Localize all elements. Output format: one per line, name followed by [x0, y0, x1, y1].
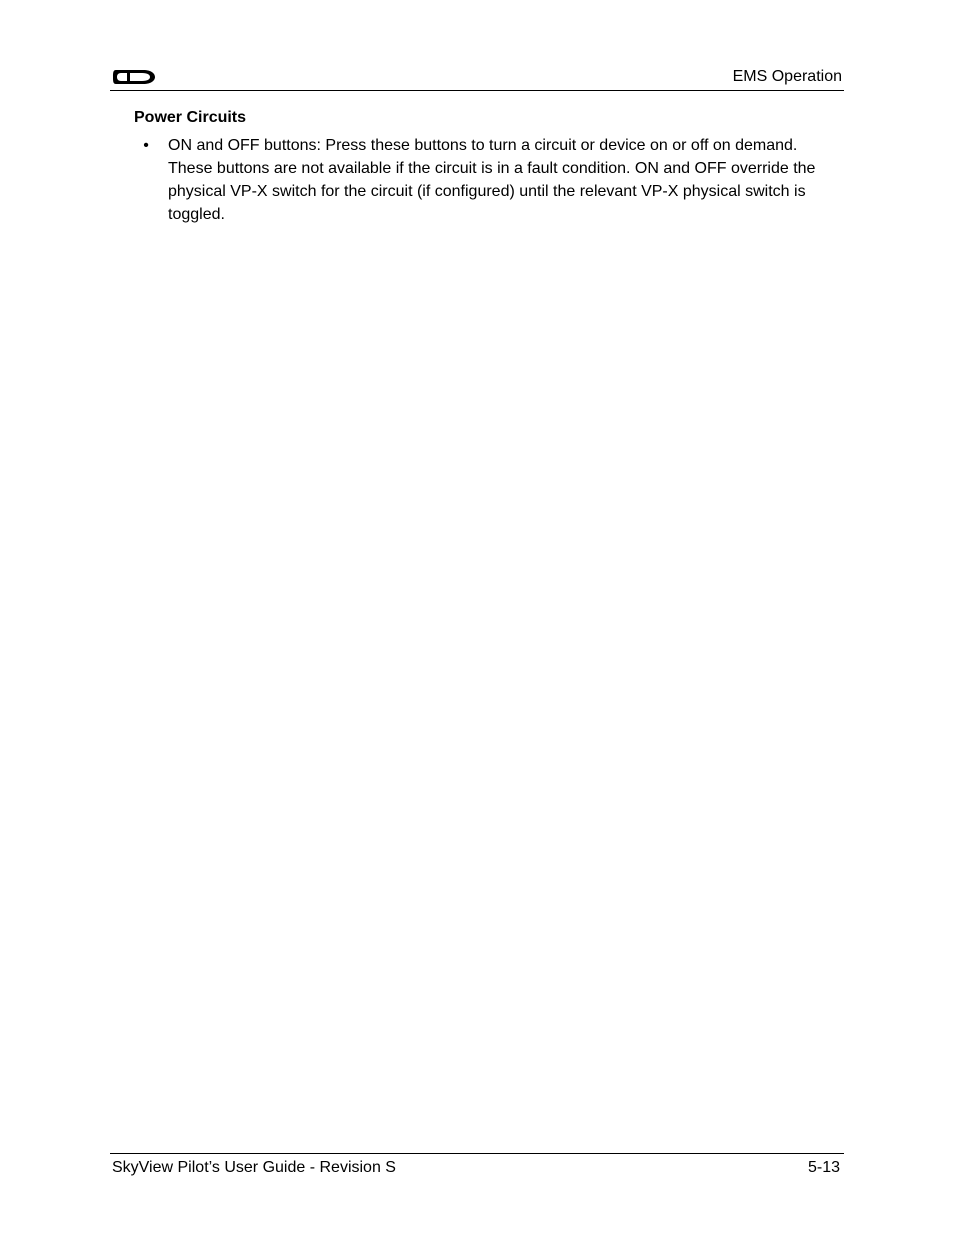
list-item [134, 134, 844, 226]
section-title: EMS Operation [732, 68, 842, 85]
dynon-logo-icon [112, 68, 156, 86]
page-content [134, 108, 844, 226]
bullet-icon: • [143, 137, 149, 154]
footer-page-number: 5-13 [807, 1159, 840, 1176]
page-header [110, 60, 844, 91]
bullet-list [134, 134, 844, 226]
bullet-text: ON and OFF buttons: Press these buttons to turn a circuit or device on or off on demand. These buttons are not available if the circuit is in a fault condition. ON and OFF override the physical VP-X switch for the circuit (if configured) until the relevant VP-X physical switch is toggled. [168, 137, 816, 223]
page-footer [110, 1153, 844, 1182]
subheading-power-circuits: Power Circuits [134, 109, 247, 126]
footer-guide-title: SkyView Pilot’s User Guide - Revision S [112, 1159, 396, 1176]
